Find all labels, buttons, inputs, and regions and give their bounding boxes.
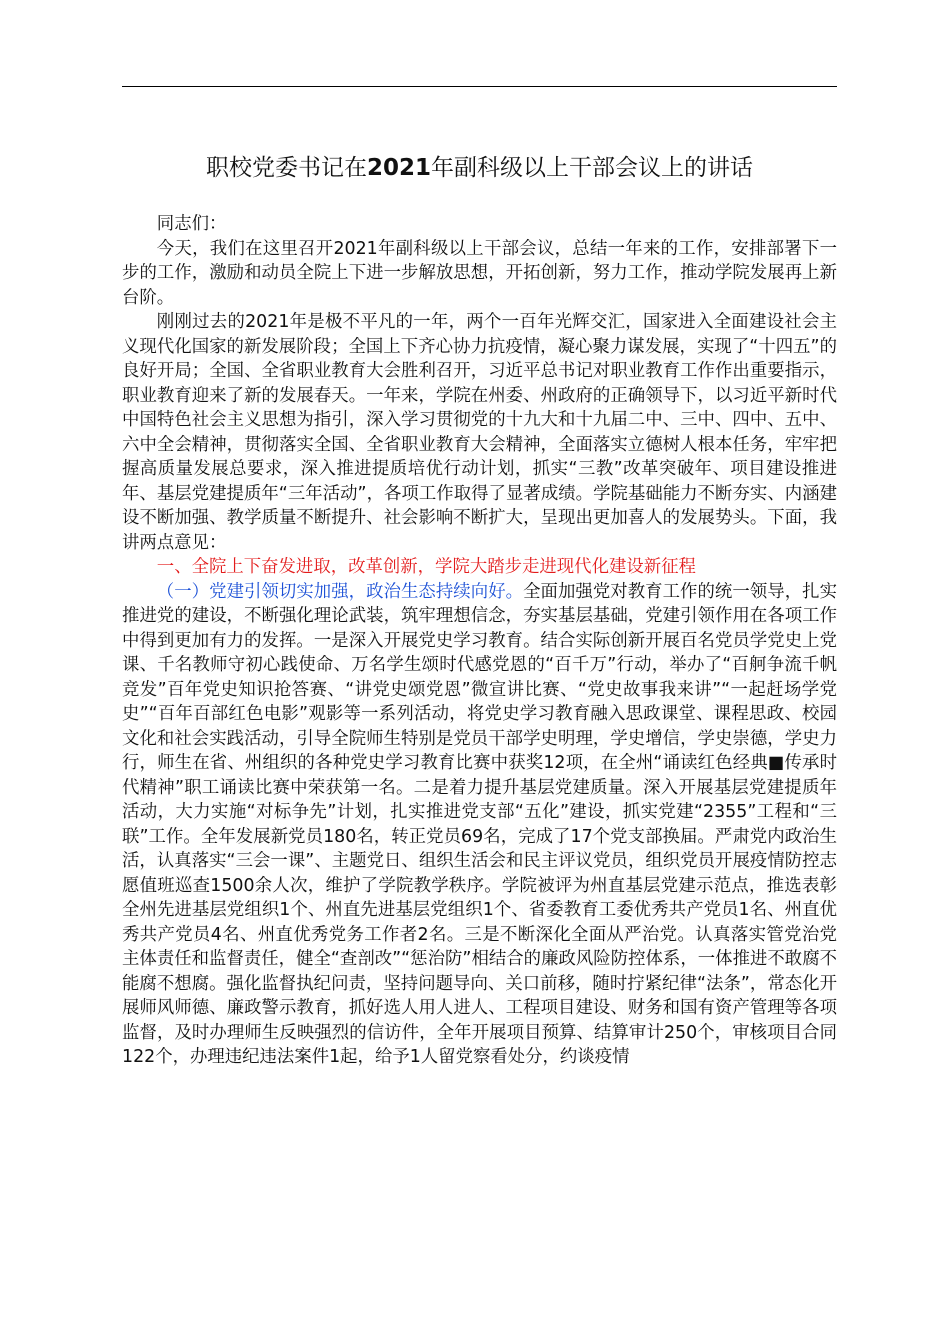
paragraph-review: 刚刚过去的2021年是极不平凡的一年，两个一百年光辉交汇，国家进入全面建设社会主义现代化国家的新发展阶段；全国上下齐心协力抗疫情，凝心聚力谋发展，实现了“十四五”的良好开局；全国、全省职业教育大会胜利召开，习近平总书记对职业教育工作作出重要指示，职业教育迎来了新的发展春天。一年来，学院在州委、州政府的正确领导下，以习近平新时代中国特色社会主义思想为指引，深入学习贯彻党的十九大和十九届二中、三中、四中、五中、六中全会精神，贯彻落实全国、全省职业教育大会精神，全面落实立德树人根本任务，牢牢把握高质量发展总要求，深入推进提质培优行动计划，抓实“三教”改革突破年、项目建设推进年、基层党建提质年“三年活动”，各项工作取得了显著成绩。学院基础能力不断夯实、内涵建设不断加强、教学质量不断提升、社会影响不断扩大，呈现出更加喜人的发展势头。下面，我讲两点意见： [122, 312, 837, 553]
salutation: 同志们： [156, 214, 227, 234]
paragraph-opening: 今天，我们在这里召开2021年副科级以上干部会议，总结一年来的工作，安排部署下一步的工作，激励和动员全院上下进一步解放思想，开拓创新，努力工作，推动学院发展再上新台阶。 [122, 238, 837, 308]
subheading-body: 全面加强党对教育工作的统一领导，扎实推进党的建设，不断强化理论武装，筑牢理想信念，夯实基层基础，党建引领作用在各项工作中得到更加有力的发挥。一是深入开展党史学习教育。结合实际创新开展百名党员学党史上党课、千名教师守初心践使命、万名学生颂时代感党恩的“百千万”行动，举办了“百舸争流千帆竞发”百年党史知识抢答赛、“讲党史颂党恩”微宣讲比赛、“党史故事我来讲”“一起赶场学党史”“百年百部红色电影”观影等一系列活动，将党史学习教育融入思政课堂、课程思政、校园文化和社会实践活动，引导全院师生特别是党员干部学史明理，学史增信，学史崇德，学史力行，师生在省、州组织的各种党史学习教育比赛中获奖12项，在全州“诵读红色经典■传承时代精神”职工诵读比赛中荣获第一名。二是着力提升基层党建质量。深入开展基层党建提质年活动，大力实施“对标争先”计划，扎实推进党支部“五化”建设，抓实党建“2355”工程和“三联”工作。全年发展新党员180名，转正党员69名，完成了17个党支部换届。严肃党内政治生活，认真落实“三会一课”、主题党日、组织生活会和民主评议党员，组织党员开展疫情防控志愿值班巡查1500余人次，维护了学院教学秩序。学院被评为州直基层党建示范点，推选表彰全州先进基层党组织1个、州直先进基层党组织1个、省委教育工委优秀共产党员1名、州直优秀共产党员4名、州直优秀党务工作者2名。三是不断深化全面从严治党。认真落实管党治党主体责任和监督责任，健全“查剖改”“惩治防”相结合的廉政风险防控体系，一体推进不敢腐不能腐不想腐。强化监督执纪问责，坚持问题导向、关口前移，随时拧紧纪律“法条”，常态化开展师风师德、廉政警示教育，抓好选人用人进人、工程项目建设、财务和国有资产管理等各项监督，及时办理师生反映强烈的信访件，全年开展项目预算、结算审计250个，审核项目合同122个，办理违纪违法案件1起，给予1人留党察看处分，约谈疫情 [122, 581, 837, 1067]
paragraph-party-building [122, 580, 837, 1070]
section-heading: 一、全院上下奋发进取，改革创新，学院大踏步走进现代化建设新征程 [156, 557, 696, 577]
title-year: 2021 [366, 155, 431, 181]
header-rule [122, 86, 837, 87]
title-prefix: 职校党委书记在 [205, 155, 367, 181]
document-body [122, 212, 837, 1070]
document-title [122, 152, 837, 184]
title-suffix: 年副科级以上干部会议上的讲话 [431, 155, 753, 181]
subheading: （一）党建引领切实加强，政治生态持续向好。 [156, 581, 524, 602]
